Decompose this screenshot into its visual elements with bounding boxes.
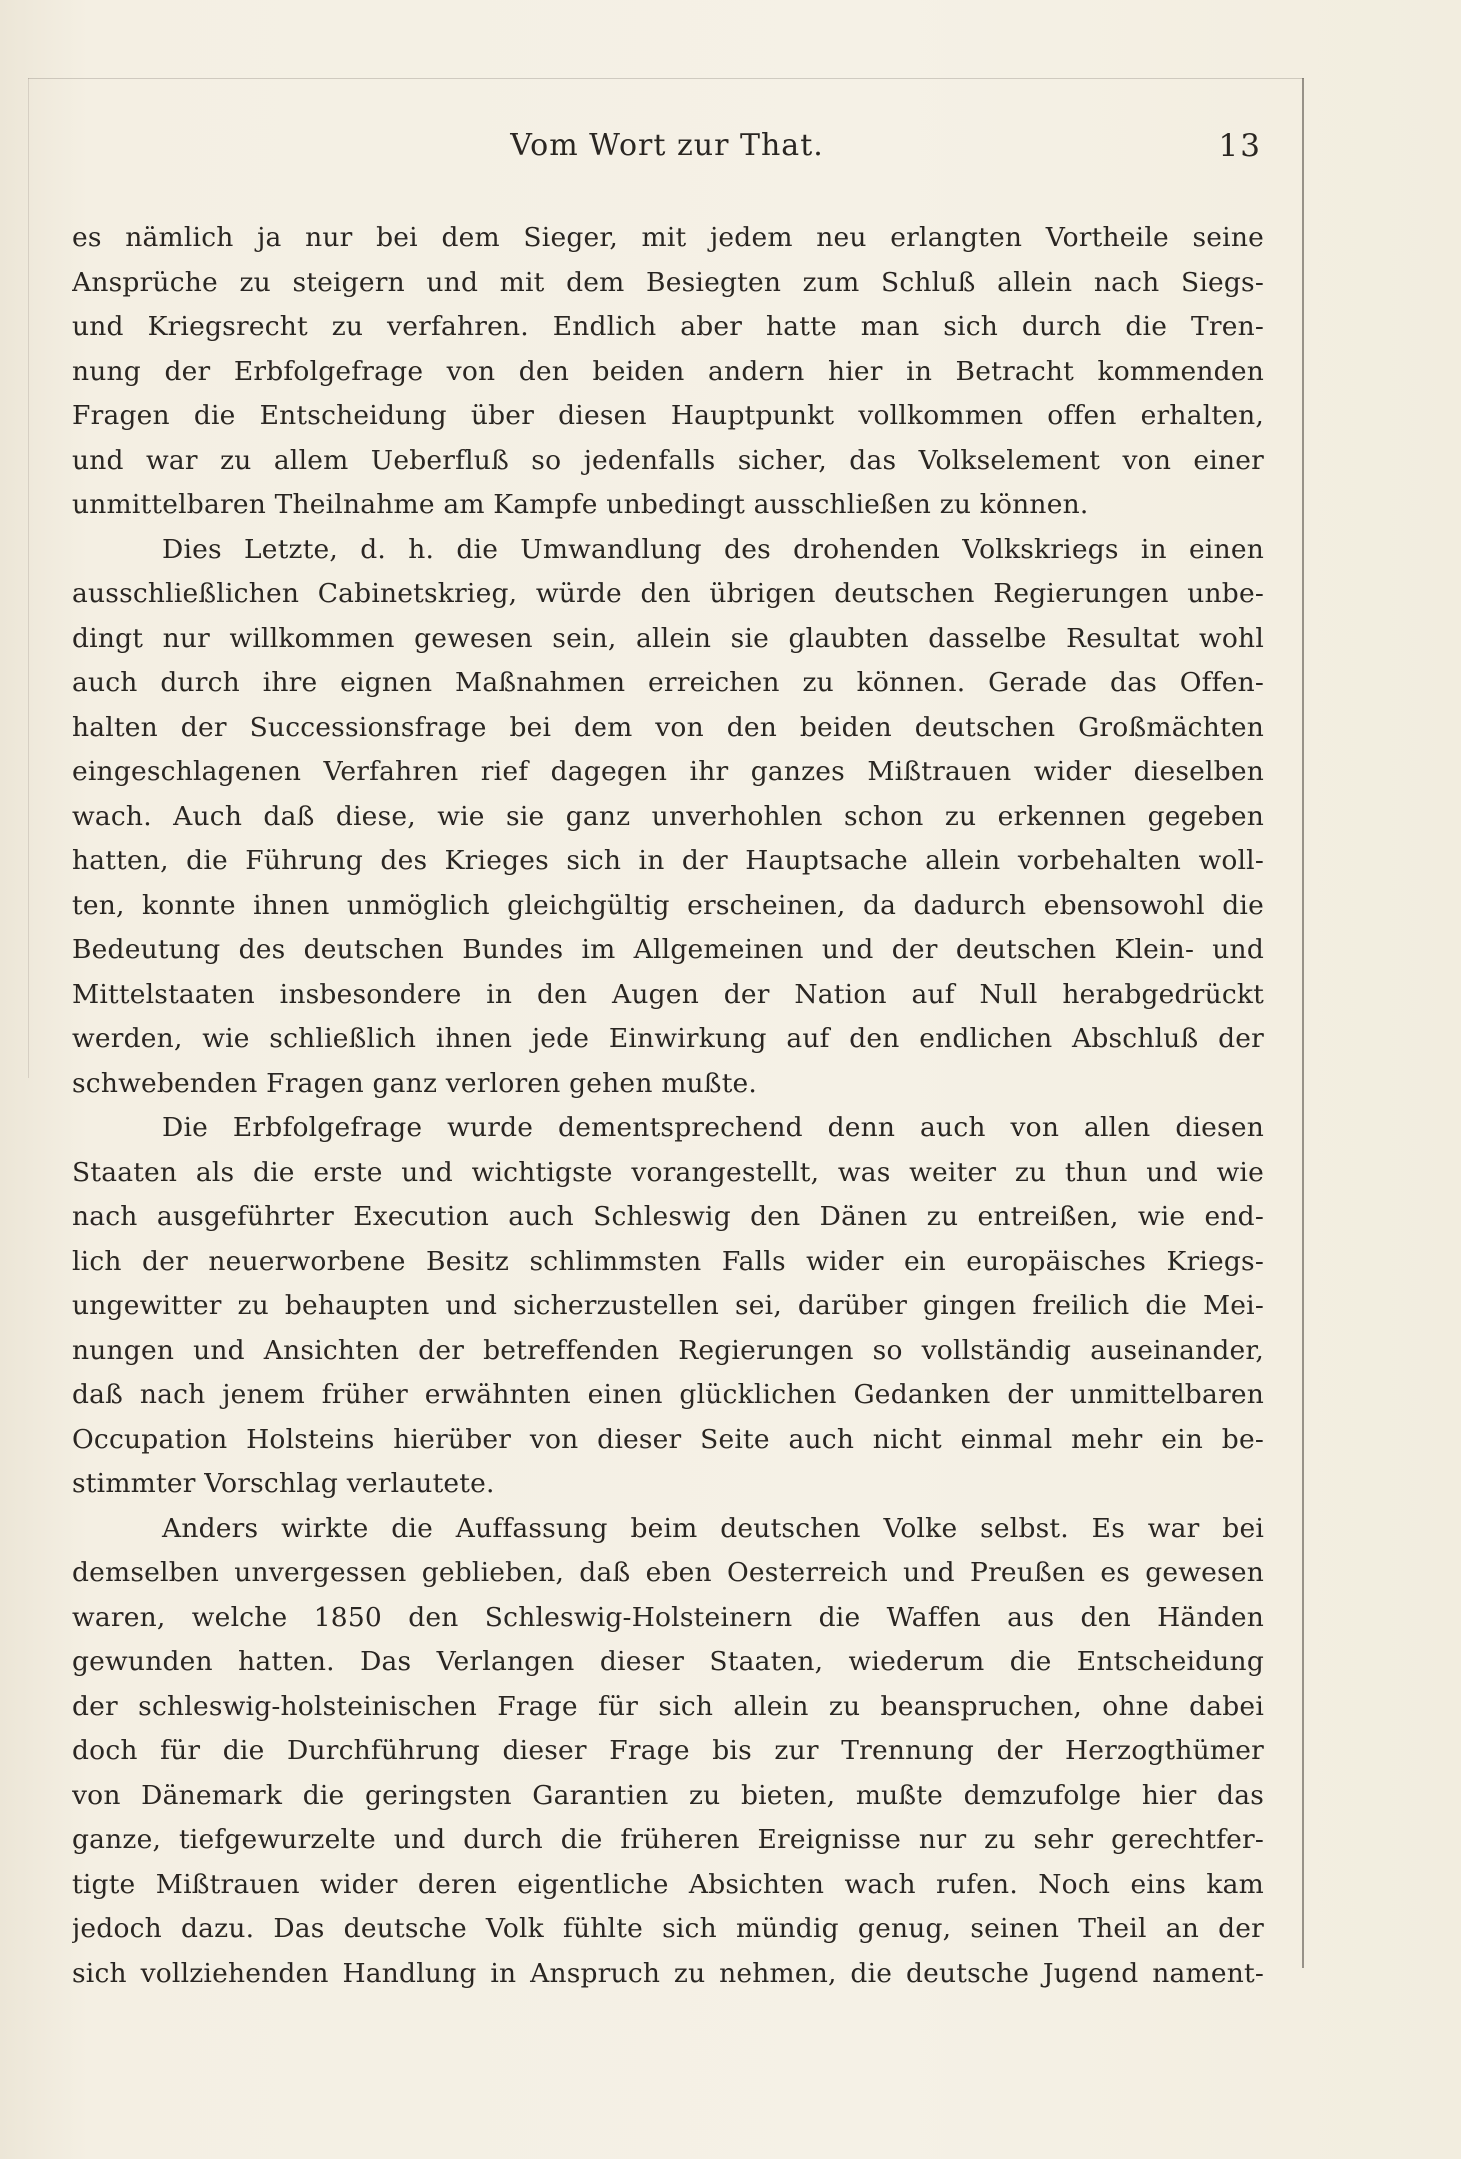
text-line: schwebenden Fragen ganz verloren gehen mußte. [72,1067,758,1099]
text-line: Anders wirkte die Auffassung beim deutschen Volke selbst. Es war bei [162,1512,1264,1544]
text-line: Die Erbfolgefrage wurde dementsprechend denn auch von allen diesen [162,1112,1264,1143]
text-line: Mittelstaaten insbesondere in den Augen der Nation auf Null herabgedrückt [72,978,1264,1010]
text-line: Fragen die Entscheidung über diesen Hauptpunkt vollkommen offen erhalten, [72,400,1264,431]
top-rule [28,78,1304,79]
text-line: werden, wie schließlich ihnen jede Einwirkung auf den endlichen Abschluß der [72,1023,1264,1054]
body-text [72,216,1264,1996]
text-line: ganze, tiefgewurzelte und durch die früheren Ereignisse nur zu sehr gerechtfer- [72,1824,1264,1855]
text-line: doch für die Durchführung dieser Frage bis zur Trennung der Herzogthümer [72,1735,1264,1766]
left-rule [28,78,29,1078]
text-line: unmittelbaren Theilnahme am Kampfe unbedingt ausschließen zu können. [72,489,1089,520]
text-line: Staaten als die erste und wichtigste vorangestellt, was weiter zu thun und wie [72,1156,1264,1188]
page-number: 13 [1218,128,1262,164]
text-line: ungewitter zu behaupten und sicherzustellen sei, darüber gingen freilich die Mei- [72,1290,1264,1321]
right-rule [1302,78,1304,1968]
text-line: es nämlich ja nur bei dem Sieger, mit jedem neu erlangten Vortheile seine [72,222,1264,253]
text-line: stimmter Vorschlag verlautete. [72,1468,495,1499]
text-line: sich vollziehenden Handlung in Anspruch zu nehmen, die deutsche Jugend nament- [72,1957,1264,1989]
text-line: eingeschlagenen Verfahren rief dagegen ihr ganzes Mißtrauen wider dieselben [72,756,1264,787]
text-line: der schleswig-holsteinischen Frage für sich allein zu beanspruchen, ohne dabei [72,1690,1264,1722]
text-line: und Kriegsrecht zu verfahren. Endlich aber hatte man sich durch die Tren- [72,311,1264,342]
text-line: von Dänemark die geringsten Garantien zu bieten, mußte demzufolge hier das [72,1779,1264,1811]
text-line: daß nach jenem früher erwähnten einen glücklichen Gedanken der unmittelbaren [72,1379,1264,1410]
text-line: Bedeutung des deutschen Bundes im Allgemeinen und der deutschen Klein- und [72,934,1264,965]
text-line: hatten, die Führung des Krieges sich in der Hauptsache allein vorbehalten woll- [72,845,1264,876]
text-line: ten, konnte ihnen unmöglich gleichgültig erscheinen, da dadurch ebensowohl die [72,889,1264,921]
text-line: und war zu allem Ueberfluß so jedenfalls sicher, das Volkselement von einer [72,444,1264,476]
text-line: Occupation Holsteins hierüber von dieser Seite auch nicht einmal mehr ein be- [72,1423,1264,1455]
text-line: auch durch ihre eignen Maßnahmen erreichen zu können. Gerade das Offen- [72,667,1264,698]
text-line: nung der Erbfolgefrage von den beiden andern hier in Betracht kommenden [72,355,1264,387]
text-line: dingt nur willkommen gewesen sein, allein sie glaubten dasselbe Resultat wohl [72,622,1264,654]
text-line: ausschließlichen Cabinetskrieg, würde den übrigen deutschen Regierungen unbe- [72,578,1264,609]
text-line: nungen und Ansichten der betreffenden Regierungen so vollständig auseinander, [72,1334,1264,1366]
text-line: halten der Successionsfrage bei dem von den beiden deutschen Großmächten [72,711,1264,743]
text-line: demselben unvergessen geblieben, daß eben Oesterreich und Preußen es gewesen [72,1557,1264,1588]
text-line: lich der neuerworbene Besitz schlimmsten Falls wider ein europäisches Kriegs- [72,1245,1264,1277]
text-line: wach. Auch daß diese, wie sie ganz unverhohlen schon zu erkennen gegeben [72,800,1264,832]
text-line: gewunden hatten. Das Verlangen dieser Staaten, wiederum die Entscheidung [72,1646,1264,1677]
text-line: Dies Letzte, d. h. die Umwandlung des drohenden Volkskriegs in einen [162,533,1264,565]
text-line: nach ausgeführter Execution auch Schleswig den Dänen zu entreißen, wie end- [72,1201,1264,1232]
text-line: Ansprüche zu steigern und mit dem Besiegten zum Schluß allein nach Siegs- [72,266,1264,298]
text-line: tigte Mißtrauen wider deren eigentliche Absichten wach rufen. Noch eins kam [72,1868,1264,1900]
page-header [72,128,1262,174]
running-title: Vom Wort zur That. [510,128,824,163]
text-line: waren, welche 1850 den Schleswig-Holsteinern die Waffen aus den Händen [72,1601,1264,1633]
text-line: jedoch dazu. Das deutsche Volk fühlte sich mündig genug, seinen Theil an der [72,1913,1264,1944]
